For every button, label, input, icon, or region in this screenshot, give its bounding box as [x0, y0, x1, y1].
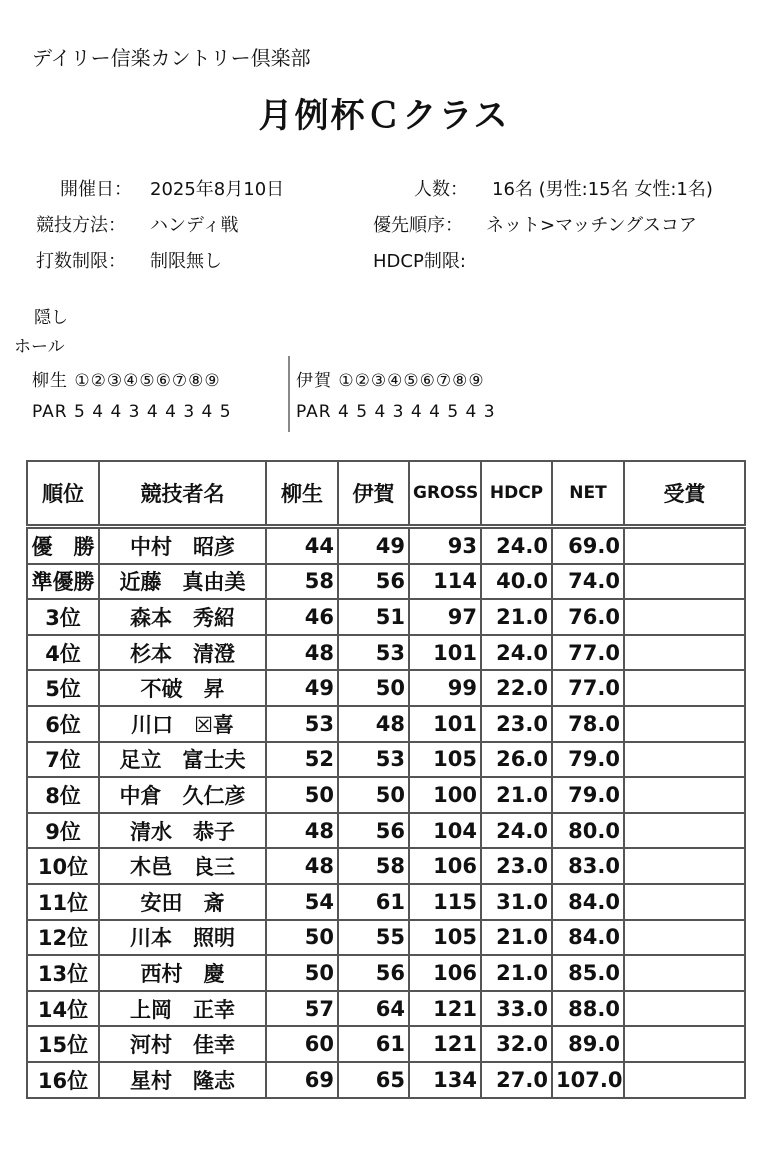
hdcp-cell: 24.0	[481, 813, 552, 849]
gross-cell: 93	[409, 527, 481, 564]
award-cell	[624, 742, 745, 778]
net-cell: 69.0	[552, 527, 624, 564]
yagyu-score-cell: 46	[266, 599, 338, 635]
gross-cell: 121	[409, 991, 481, 1027]
rank-cell: 11位	[27, 884, 99, 920]
net-cell: 83.0	[552, 848, 624, 884]
rank-cell: 準優勝	[27, 564, 99, 600]
player-name-cell: 杉本 清澄	[99, 635, 266, 671]
net-cell: 84.0	[552, 920, 624, 956]
iga-score-cell: 48	[338, 706, 409, 742]
award-cell	[624, 777, 745, 813]
rank-cell: 3位	[27, 599, 99, 635]
yagyu-score-cell: 52	[266, 742, 338, 778]
yagyu-score-cell: 48	[266, 848, 338, 884]
hdcp-cell: 26.0	[481, 742, 552, 778]
table-row	[27, 564, 745, 600]
iga-score-cell: 61	[338, 884, 409, 920]
player-name-cell: 中村 昭彦	[99, 527, 266, 564]
player-name-cell: 河村 佳幸	[99, 1026, 266, 1062]
hdcp-cell: 32.0	[481, 1026, 552, 1062]
award-cell	[624, 706, 745, 742]
iga-score-cell: 56	[338, 955, 409, 991]
rank-cell: 7位	[27, 742, 99, 778]
net-cell: 77.0	[552, 670, 624, 706]
player-name-cell: 清水 恭子	[99, 813, 266, 849]
table-header-row	[27, 461, 745, 527]
gross-cell: 115	[409, 884, 481, 920]
iga-score-cell: 49	[338, 527, 409, 564]
yagyu-score-cell: 60	[266, 1026, 338, 1062]
player-name-cell: 森本 秀紹	[99, 599, 266, 635]
iga-score-cell: 58	[338, 848, 409, 884]
table-row	[27, 742, 745, 778]
gross-cell: 105	[409, 742, 481, 778]
rank-cell: 8位	[27, 777, 99, 813]
gross-cell: 121	[409, 1026, 481, 1062]
iga-score-cell: 56	[338, 564, 409, 600]
award-cell	[624, 848, 745, 884]
table-row	[27, 813, 745, 849]
table-row	[27, 1062, 745, 1098]
hdcp-cell: 21.0	[481, 777, 552, 813]
yagyu-score-cell: 48	[266, 813, 338, 849]
hdcp-cell: 21.0	[481, 920, 552, 956]
net-cell: 79.0	[552, 777, 624, 813]
gross-cell: 105	[409, 920, 481, 956]
gross-cell: 106	[409, 848, 481, 884]
hidden-hole-label-line2: ホール	[14, 337, 65, 357]
in-course-par: PAR 4 5 4 3 4 4 5 4 3	[296, 402, 496, 422]
club-name: デイリー信楽カントリー倶楽部	[32, 46, 311, 70]
hdcp-cell: 40.0	[481, 564, 552, 600]
award-cell	[624, 920, 745, 956]
award-cell	[624, 1026, 745, 1062]
net-cell: 88.0	[552, 991, 624, 1027]
gross-cell: 104	[409, 813, 481, 849]
gross-cell: 97	[409, 599, 481, 635]
yagyu-score-cell: 54	[266, 884, 338, 920]
table-row	[27, 527, 745, 564]
course-divider	[288, 356, 290, 432]
yagyu-score-cell: 50	[266, 955, 338, 991]
rank-cell: 10位	[27, 848, 99, 884]
rank-cell: 6位	[27, 706, 99, 742]
hdcp-cell: 21.0	[481, 955, 552, 991]
rank-cell: 5位	[27, 670, 99, 706]
date-label: 開催日：	[60, 179, 132, 200]
yagyu-score-cell: 53	[266, 706, 338, 742]
priority-value: ネット>マッチングスコア	[486, 215, 697, 236]
player-name-cell: 星村 隆志	[99, 1062, 266, 1098]
hdcp-cell: 24.0	[481, 635, 552, 671]
hdcp-limit-label: HDCP制限:	[373, 251, 466, 272]
players-label: 人数：	[414, 179, 468, 200]
hdcp-cell: 24.0	[481, 527, 552, 564]
player-name-cell: 木邑 良三	[99, 848, 266, 884]
player-name-cell: 近藤 真由美	[99, 564, 266, 600]
net-cell: 76.0	[552, 599, 624, 635]
gross-cell: 101	[409, 706, 481, 742]
hdcp-cell: 21.0	[481, 599, 552, 635]
table-row	[27, 599, 745, 635]
hdcp-cell: 23.0	[481, 706, 552, 742]
results-table	[26, 460, 746, 1099]
yagyu-score-cell: 50	[266, 777, 338, 813]
award-cell	[624, 955, 745, 991]
net-cell: 79.0	[552, 742, 624, 778]
iga-score-cell: 51	[338, 599, 409, 635]
yagyu-score-cell: 48	[266, 635, 338, 671]
net-cell: 78.0	[552, 706, 624, 742]
iga-score-cell: 50	[338, 670, 409, 706]
gross-cell: 99	[409, 670, 481, 706]
iga-score-cell: 53	[338, 742, 409, 778]
header-net: NET	[552, 461, 624, 527]
yagyu-score-cell: 49	[266, 670, 338, 706]
hdcp-cell: 23.0	[481, 848, 552, 884]
out-course-holes: 柳生 ①②③④⑤⑥⑦⑧⑨	[32, 371, 221, 391]
rank-cell: 16位	[27, 1062, 99, 1098]
award-cell	[624, 635, 745, 671]
gross-cell: 134	[409, 1062, 481, 1098]
iga-score-cell: 64	[338, 991, 409, 1027]
gross-cell: 101	[409, 635, 481, 671]
header-hdcp: HDCP	[481, 461, 552, 527]
award-cell	[624, 527, 745, 564]
player-name-cell: 西村 慶	[99, 955, 266, 991]
rank-cell: 12位	[27, 920, 99, 956]
table-row	[27, 670, 745, 706]
award-cell	[624, 564, 745, 600]
player-name-cell: 足立 富士夫	[99, 742, 266, 778]
player-name-cell: 川本 照明	[99, 920, 266, 956]
table-row	[27, 884, 745, 920]
net-cell: 107.0	[552, 1062, 624, 1098]
hdcp-cell: 27.0	[481, 1062, 552, 1098]
rank-cell: 9位	[27, 813, 99, 849]
rank-cell: 4位	[27, 635, 99, 671]
iga-score-cell: 53	[338, 635, 409, 671]
iga-score-cell: 61	[338, 1026, 409, 1062]
player-name-cell: 上岡 正幸	[99, 991, 266, 1027]
out-course-par: PAR 5 4 4 3 4 4 3 4 5	[32, 402, 232, 422]
rank-cell: 14位	[27, 991, 99, 1027]
hdcp-cell: 33.0	[481, 991, 552, 1027]
award-cell	[624, 884, 745, 920]
header-gross: GROSS	[409, 461, 481, 527]
net-cell: 85.0	[552, 955, 624, 991]
header-yagyu: 柳生	[266, 461, 338, 527]
table-row	[27, 991, 745, 1027]
player-name-cell: 中倉 久仁彦	[99, 777, 266, 813]
yagyu-score-cell: 50	[266, 920, 338, 956]
table-row	[27, 635, 745, 671]
player-name-cell: 不破 昇	[99, 670, 266, 706]
hdcp-cell: 31.0	[481, 884, 552, 920]
net-cell: 77.0	[552, 635, 624, 671]
stroke-limit-value: 制限無し	[150, 251, 222, 272]
player-name-cell: 安田 斎	[99, 884, 266, 920]
award-cell	[624, 1062, 745, 1098]
net-cell: 80.0	[552, 813, 624, 849]
net-cell: 89.0	[552, 1026, 624, 1062]
rank-cell: 優 勝	[27, 527, 99, 564]
header-player-name: 競技者名	[99, 461, 266, 527]
yagyu-score-cell: 69	[266, 1062, 338, 1098]
method-value: ハンディ戦	[150, 215, 239, 236]
iga-score-cell: 50	[338, 777, 409, 813]
rank-cell: 15位	[27, 1026, 99, 1062]
in-course-holes: 伊賀 ①②③④⑤⑥⑦⑧⑨	[296, 371, 485, 391]
header-iga: 伊賀	[338, 461, 409, 527]
hdcp-cell: 22.0	[481, 670, 552, 706]
award-cell	[624, 670, 745, 706]
header-rank: 順位	[27, 461, 99, 527]
gross-cell: 114	[409, 564, 481, 600]
header-award: 受賞	[624, 461, 745, 527]
gross-cell: 106	[409, 955, 481, 991]
iga-score-cell: 55	[338, 920, 409, 956]
net-cell: 84.0	[552, 884, 624, 920]
player-name-cell: 川口 ☒喜	[99, 706, 266, 742]
method-label: 競技方法：	[36, 215, 126, 236]
table-row	[27, 706, 745, 742]
page-title: 月例杯Ｃクラス	[258, 96, 510, 136]
gross-cell: 100	[409, 777, 481, 813]
hidden-hole-label-line1: 隠し	[34, 308, 68, 328]
players-value: 16名 (男性:15名 女性:1名)	[492, 179, 713, 200]
yagyu-score-cell: 57	[266, 991, 338, 1027]
yagyu-score-cell: 58	[266, 564, 338, 600]
iga-score-cell: 65	[338, 1062, 409, 1098]
yagyu-score-cell: 44	[266, 527, 338, 564]
table-row	[27, 1026, 745, 1062]
award-cell	[624, 813, 745, 849]
stroke-limit-label: 打数制限：	[36, 251, 126, 272]
rank-cell: 13位	[27, 955, 99, 991]
table-row	[27, 955, 745, 991]
table-row	[27, 920, 745, 956]
award-cell	[624, 599, 745, 635]
iga-score-cell: 56	[338, 813, 409, 849]
table-row	[27, 848, 745, 884]
net-cell: 74.0	[552, 564, 624, 600]
date-value: 2025年8月10日	[150, 179, 285, 200]
award-cell	[624, 991, 745, 1027]
priority-label: 優先順序：	[373, 215, 463, 236]
table-row	[27, 777, 745, 813]
